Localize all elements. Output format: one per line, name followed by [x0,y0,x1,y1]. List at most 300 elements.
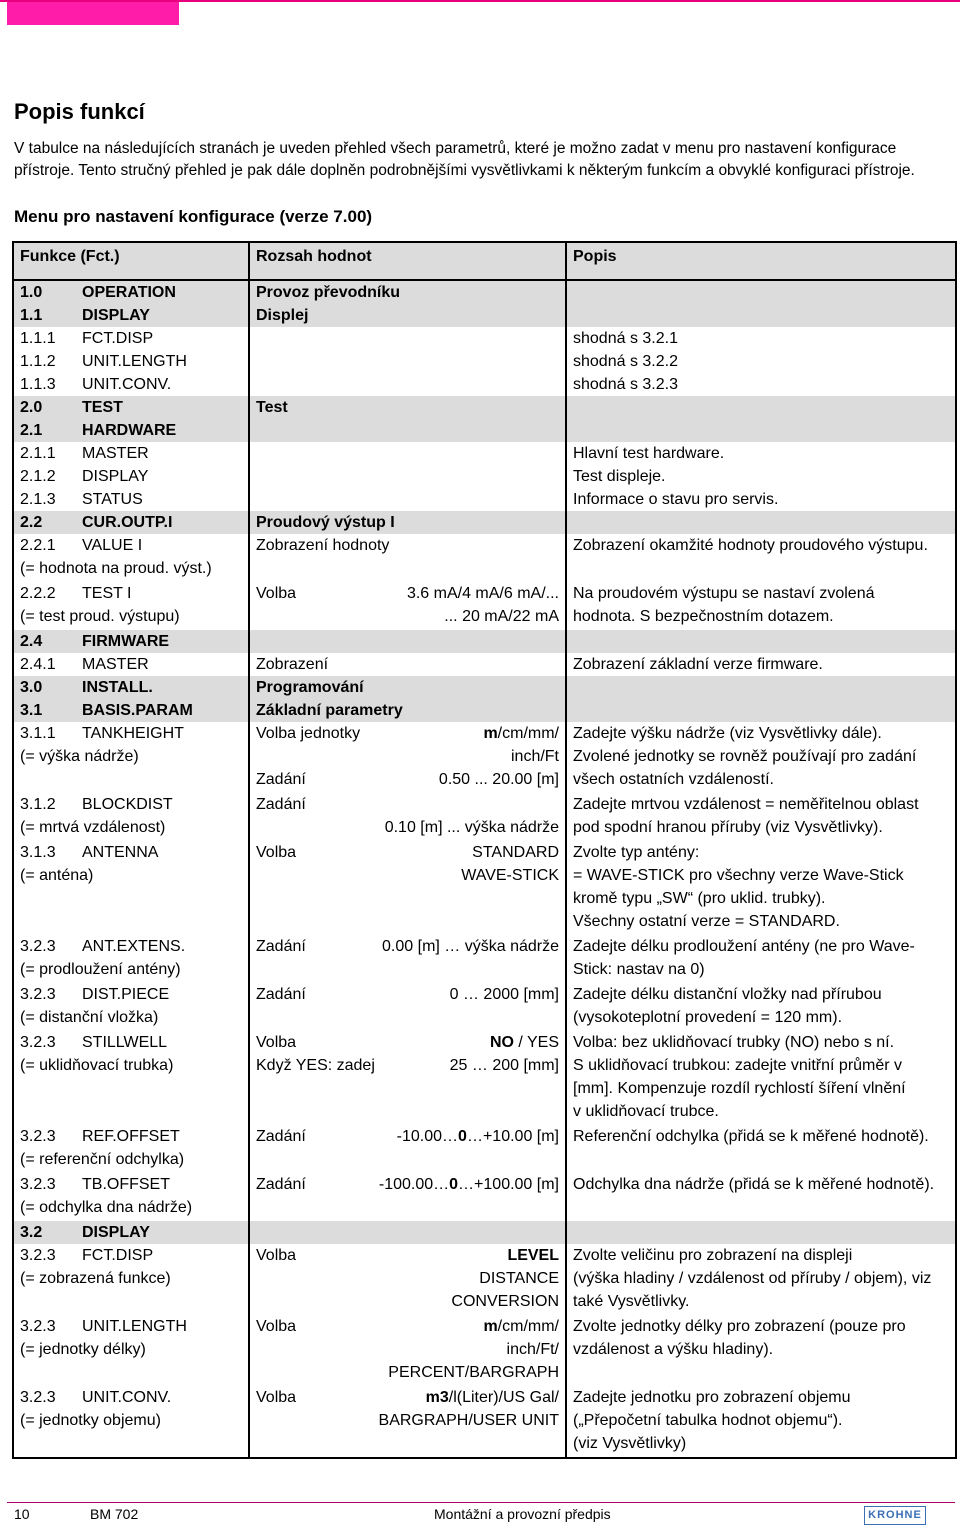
section-row [13,396,956,419]
range-label: Zadání [256,796,306,813]
function-note: (= anténa) [20,867,94,884]
function-cell [13,280,249,304]
table-row [13,1125,956,1173]
range-line: Zobrazení hodnoty [256,537,390,554]
section-row [13,1221,956,1244]
range-line [256,1290,559,1313]
function-line [20,1244,242,1267]
description-line: Stick: nastav na 0) [573,961,705,978]
range-cell [249,1244,566,1315]
table-row [13,442,956,465]
range-line [256,841,559,864]
page-number: 10 [14,1506,30,1522]
function-cell [13,1244,249,1315]
function-line [20,281,242,304]
function-number: 3.2.3 [20,1389,56,1406]
description-line: Všechny ostatní verze = STANDARD. [573,913,840,930]
model-name: BM 702 [90,1506,139,1522]
function-line [20,1125,242,1148]
function-note: (= hodnota na proud. výst.) [20,560,212,577]
table-row [13,983,956,1031]
description-line: Zvolené jednotky se rovněž používají pro zadání [573,748,917,765]
function-line [20,1221,242,1244]
range-label: Volba [256,1034,297,1051]
function-number: 3.2 [20,1224,43,1241]
range-cell [249,1125,566,1173]
function-number: 3.2.3 [20,1128,56,1145]
range-cell [249,1315,566,1386]
function-name: CUR.OUTP.I [82,514,173,531]
function-note: (= test proud. výstupu) [20,608,180,625]
range-cell [249,676,566,699]
description-cell [566,419,956,442]
range-cell [249,699,566,722]
description-cell [566,373,956,396]
function-line [20,350,242,373]
function-note: (= prodloužení antény) [20,961,181,978]
range-line [256,582,559,605]
function-line [20,1315,242,1338]
range-line: Programování [256,679,364,696]
function-number: 3.1.1 [20,725,56,742]
function-name: UNIT.LENGTH [82,353,187,370]
section-row [13,419,956,442]
function-table [12,241,957,1459]
range-label: Volba [256,1247,297,1264]
function-number: 2.1.3 [20,491,56,508]
function-line [20,373,242,396]
description-line: Volba: bez uklidňovací trubky (NO) nebo s ní. [573,1034,895,1051]
function-line [20,304,242,327]
description-line: Informace o stavu pro servis. [573,491,779,508]
range-cell [249,653,566,676]
function-line [20,1031,242,1054]
description-cell [566,1173,956,1221]
description-line: (vysokoteplotní provedení = 120 mm). [573,1009,843,1026]
range-label: Zadání [256,771,306,788]
table-row [13,841,956,935]
table-row [13,1173,956,1221]
table-row [13,935,956,983]
range-cell [249,630,566,653]
description-cell [566,511,956,534]
range-value: 0.10 [m] ... výška nádrže [384,819,559,836]
description-line: také Vysvětlivky. [573,1293,690,1310]
description-line: Zobrazení základní verze firmware. [573,656,823,673]
description-cell [566,653,956,676]
description-line: Zvolte typ antény: [573,844,700,861]
range-line: Proudový výstup I [256,514,395,531]
range-cell [249,442,566,465]
function-cell [13,488,249,511]
range-label: Volba [256,1318,297,1335]
range-cell [249,280,566,304]
range-cell [249,793,566,841]
function-number: 1.1.3 [20,376,56,393]
function-cell [13,793,249,841]
description-line: vzdálenost a výšku hladiny). [573,1341,774,1358]
function-note: (= distanční vložka) [20,1009,159,1026]
range-value: DISTANCE [479,1270,559,1287]
description-line: [mm]. Kompenzuje rozdíl rychlostí šíření vlnění [573,1080,906,1097]
function-note: (= jednotky délky) [20,1341,146,1358]
function-cell [13,350,249,373]
range-value: inch/Ft/ [506,1341,559,1358]
range-label: Volba [256,844,297,861]
description-cell [566,465,956,488]
function-cell [13,534,249,582]
range-value: -100.00…0…+100.00 [m] [378,1176,559,1193]
range-value: 0 … 2000 [mm] [449,986,559,1003]
description-line: Zvolte veličinu pro zobrazení na displeji [573,1247,853,1264]
section-row [13,630,956,653]
function-number: 2.2 [20,514,43,531]
table-row [13,1031,956,1125]
section-row [13,699,956,722]
range-cell [249,511,566,534]
range-value: LEVEL [507,1247,559,1264]
range-line [256,722,559,745]
table-row [13,722,956,793]
description-line: („Přepočetní tabulka hodnot objemu“). [573,1412,843,1429]
range-line [256,605,559,628]
range-line [256,816,559,839]
table-row [13,350,956,373]
description-line: shodná s 3.2.1 [573,330,678,347]
function-name: MASTER [82,656,149,673]
description-line: Zadejte délku distanční vložky nad přírubou [573,986,882,1003]
range-line [256,793,559,816]
function-number: 3.1.2 [20,796,56,813]
section-row [13,511,956,534]
table-row [13,488,956,511]
function-line [20,630,242,653]
range-label: Volba [256,585,297,602]
function-line [20,1386,242,1409]
krohne-logo: KROHNE [864,1506,926,1525]
description-cell [566,1125,956,1173]
function-number: 3.2.3 [20,1318,56,1335]
range-value: ... 20 mA/22 mA [444,608,559,625]
range-cell [249,1221,566,1244]
range-line [256,1315,559,1338]
description-cell [566,841,956,935]
description-line: shodná s 3.2.3 [573,376,678,393]
description-cell [566,722,956,793]
table-row [13,1244,956,1315]
function-name: UNIT.CONV. [82,1389,172,1406]
function-name: STATUS [82,491,143,508]
function-name: BLOCKDIST [82,796,173,813]
function-cell [13,304,249,327]
header-color-bar [7,2,179,25]
section-row [13,676,956,699]
function-number: 2.4.1 [20,656,56,673]
function-number: 3.2.3 [20,1176,56,1193]
function-line [20,488,242,511]
function-name: FCT.DISP [82,330,154,347]
description-line: pod spodní hranou příruby (viz Vysvětlivky). [573,819,883,836]
description-cell [566,304,956,327]
section-row [13,304,956,327]
function-number: 1.1 [20,307,43,324]
table-row [13,1386,956,1458]
function-name: DISPLAY [82,1224,150,1241]
range-value: CONVERSION [451,1293,559,1310]
description-line: Na proudovém výstupu se nastaví zvolená [573,585,875,602]
function-name: DIST.PIECE [82,986,170,1003]
function-name: TANKHEIGHT [82,725,184,742]
function-cell [13,396,249,419]
range-label: Volba jednotky [256,725,361,742]
function-name: STILLWELL [82,1034,168,1051]
range-cell [249,841,566,935]
description-line: Zobrazení okamžité hodnoty proudového výstupu. [573,537,928,554]
table-header-row [13,242,956,280]
function-number: 1.1.1 [20,330,56,347]
function-cell [13,373,249,396]
range-label: Zadání [256,1128,306,1145]
range-line: Test [256,399,288,416]
function-number: 3.2.3 [20,986,56,1003]
table-row [13,653,956,676]
description-line: (viz Vysvětlivky) [573,1435,687,1452]
range-line [256,1361,559,1384]
description-cell [566,1031,956,1125]
range-cell [249,488,566,511]
function-note: (= zobrazená funkce) [20,1270,171,1287]
function-line [20,793,242,816]
range-cell [249,419,566,442]
description-cell [566,396,956,419]
function-number: 2.2.2 [20,585,56,602]
description-cell [566,1244,956,1315]
function-cell [13,511,249,534]
function-line [20,465,242,488]
function-name: ANT.EXTENS. [82,938,186,955]
function-name: REF.OFFSET [82,1128,180,1145]
function-line [20,722,242,745]
range-line [256,745,559,768]
range-cell [249,1031,566,1125]
function-line [20,419,242,442]
range-cell [249,373,566,396]
description-line: shodná s 3.2.2 [573,353,678,370]
section-row [13,280,956,304]
function-cell [13,465,249,488]
function-name: OPERATION [82,284,176,301]
function-number: 2.1.2 [20,468,56,485]
range-cell [249,396,566,419]
section-subtitle: Menu pro nastavení konfigurace (verze 7.00) [14,207,373,226]
function-number: 1.0 [20,284,43,301]
function-number: 2.1.1 [20,445,56,462]
range-label: Zadání [256,1176,306,1193]
range-value: 0.50 ... 20.00 [m] [438,771,559,788]
table-row [13,327,956,350]
range-line [256,1031,559,1054]
function-cell [13,1031,249,1125]
function-name: DISPLAY [82,307,150,324]
description-line: všech ostatních vzdáleností. [573,771,774,788]
range-label: Volba [256,1389,297,1406]
range-value: m/cm/mm/ [483,1318,559,1335]
function-number: 3.2.3 [20,938,56,955]
function-cell [13,442,249,465]
function-note: (= odchylka dna nádrže) [20,1199,193,1216]
range-cell [249,465,566,488]
function-name: VALUE I [82,537,143,554]
range-value: -10.00…0…+10.00 [m] [396,1128,559,1145]
description-cell [566,676,956,699]
function-number: 3.2.3 [20,1247,56,1264]
range-value: 25 … 200 [mm] [449,1057,559,1074]
range-label: Když YES: zadej [256,1057,375,1074]
range-label: Zadání [256,938,306,955]
function-name: UNIT.LENGTH [82,1318,187,1335]
function-note: (= jednotky objemu) [20,1412,161,1429]
description-line: v uklidňovací trubce. [573,1103,719,1120]
function-name: TB.OFFSET [82,1176,170,1193]
range-cell [249,350,566,373]
description-line: Test displeje. [573,468,666,485]
range-line [256,864,559,887]
range-value: 0.00 [m] … výška nádrže [382,938,559,955]
function-line [20,983,242,1006]
function-cell [13,676,249,699]
range-line [256,1054,559,1077]
function-number: 2.1 [20,422,43,439]
description-cell [566,350,956,373]
function-line [20,935,242,958]
description-cell [566,699,956,722]
range-cell [249,582,566,630]
function-cell [13,653,249,676]
description-line: Zadejte délku prodloužení antény (ne pro Wave- [573,938,915,955]
description-line: Zvolte jednotky délky pro zobrazení (pouze pro [573,1318,906,1335]
range-line [256,1244,559,1267]
table-row [13,534,956,582]
table-row [13,373,956,396]
range-label: Zadání [256,986,306,1003]
description-line: kromě typu „SW“ (pro uklid. trubky). [573,890,826,907]
range-line: Provoz převodníku [256,284,401,301]
description-line: Odchylka dna nádrže (přidá se k měřené hodnotě). [573,1176,935,1193]
range-line: Zobrazení [256,656,329,673]
function-cell [13,841,249,935]
description-cell [566,1386,956,1458]
range-cell [249,983,566,1031]
range-line [256,1409,559,1432]
function-line [20,653,242,676]
range-cell [249,534,566,582]
table-row [13,793,956,841]
page-title: Popis funkcí [14,99,145,124]
function-number: 1.1.2 [20,353,56,370]
function-line [20,699,242,722]
function-cell [13,327,249,350]
function-cell [13,1315,249,1386]
function-note: (= referenční odchylka) [20,1151,185,1168]
description-cell [566,630,956,653]
function-cell [13,935,249,983]
function-cell [13,1125,249,1173]
range-line [256,1267,559,1290]
range-cell [249,1173,566,1221]
function-number: 3.1 [20,702,43,719]
description-cell [566,442,956,465]
description-line: Zadejte výšku nádrže (viz Vysvětlivky dále). [573,725,882,742]
function-line [20,442,242,465]
function-line [20,327,242,350]
description-cell [566,983,956,1031]
range-value: m/cm/mm/ [483,725,559,742]
function-name: BASIS.PARAM [82,702,193,719]
function-name: UNIT.CONV. [82,376,172,393]
document-title: Montážní a provozní předpis [434,1506,611,1522]
range-value: NO / YES [489,1034,559,1051]
function-name: FIRMWARE [82,633,170,650]
description-cell [566,935,956,983]
function-cell [13,722,249,793]
column-header-description: Popis [566,242,956,280]
function-name: HARDWARE [82,422,177,439]
function-line [20,582,242,605]
function-name: INSTALL. [82,679,153,696]
description-line: Zadejte mrtvou vzdálenost = neměřitelnou oblast [573,796,919,813]
range-value: 3.6 mA/4 mA/6 mA/... [406,585,559,602]
range-cell [249,935,566,983]
table-row [13,1315,956,1386]
intro-paragraph: V tabulce na následujících stranách je uveden přehled všech parametrů, které je možno zadat v menu pro nastavení konfigurace přístroje. Tento stručný přehled je pak dále doplněn podrobnějšími vysvětlivkami k některým funkcím a obvyklé konfiguraci přístroje. [14,140,915,179]
description-cell [566,280,956,304]
range-value: m3/l(Liter)/US Gal/ [425,1389,559,1406]
description-line: = WAVE-STICK pro všechny verze Wave-Stick [573,867,904,884]
range-line: Displej [256,307,309,324]
function-note: (= uklidňovací trubka) [20,1057,174,1074]
function-note: (= mrtvá vzdálenost) [20,819,166,836]
function-note: (= výška nádrže) [20,748,139,765]
range-value: BARGRAPH/USER UNIT [378,1412,559,1429]
range-line [256,935,559,958]
range-cell [249,327,566,350]
function-cell [13,1173,249,1221]
function-cell [13,1221,249,1244]
description-line: hodnota. S bezpečnostním dotazem. [573,608,834,625]
function-line [20,841,242,864]
function-cell [13,630,249,653]
range-line [256,768,559,791]
range-cell [249,304,566,327]
function-cell [13,983,249,1031]
description-line: Referenční odchylka (přidá se k měřené hodnotě). [573,1128,929,1145]
table-row [13,465,956,488]
function-line [20,676,242,699]
description-cell [566,327,956,350]
table-row [13,582,956,630]
function-line [20,511,242,534]
function-cell [13,582,249,630]
function-name: ANTENNA [82,844,159,861]
description-cell [566,1315,956,1386]
function-number: 2.2.1 [20,537,56,554]
description-line: Hlavní test hardware. [573,445,725,462]
function-name: DISPLAY [82,468,149,485]
range-value: WAVE-STICK [461,867,559,884]
description-cell [566,534,956,582]
function-name: TEST I [82,585,132,602]
function-name: TEST [82,399,123,416]
